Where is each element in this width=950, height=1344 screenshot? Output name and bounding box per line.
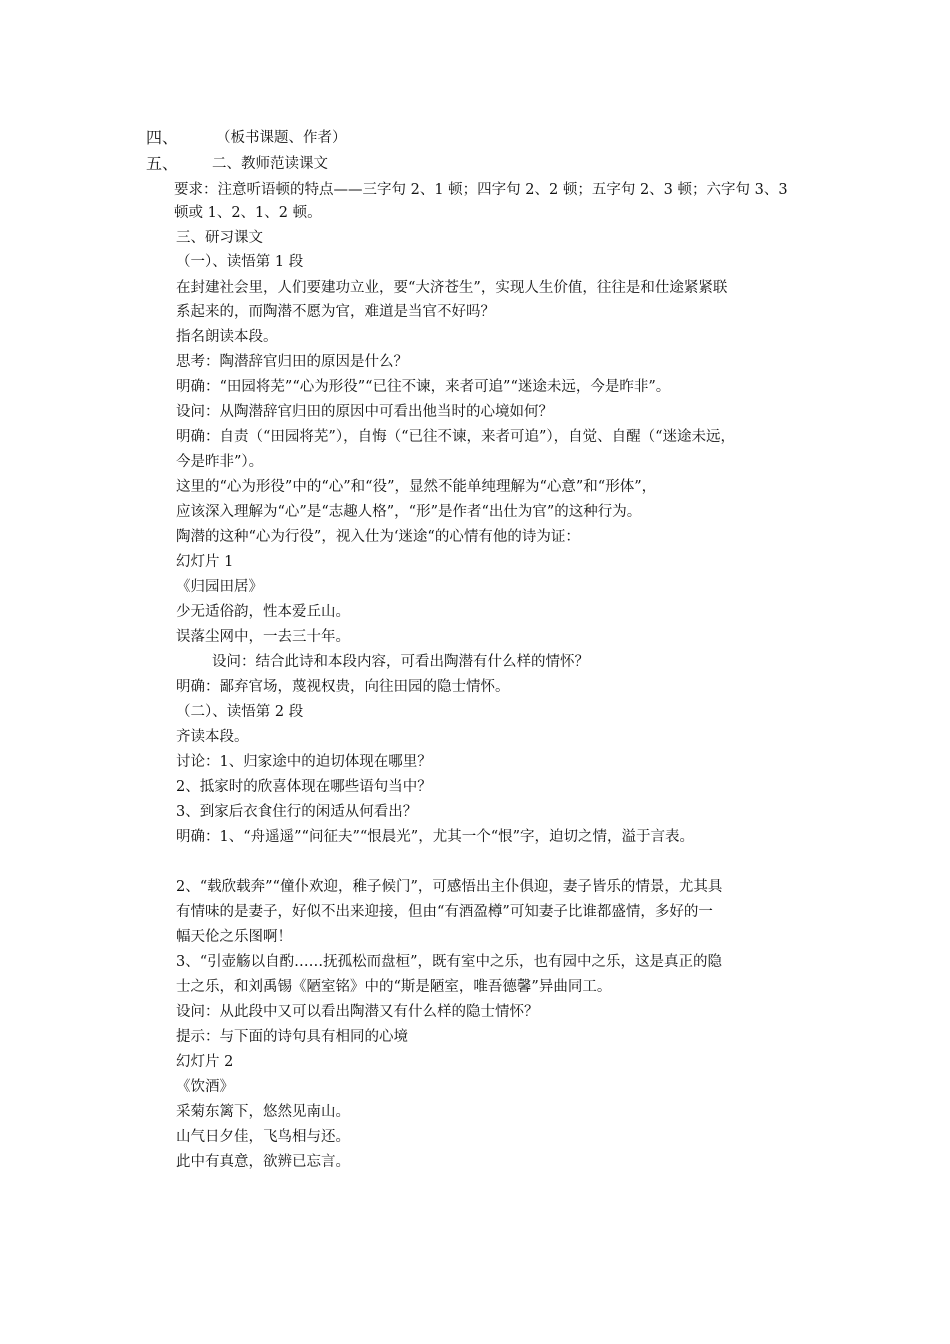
text-line: 在封建社会里，人们要建功立业，要“大济苍生”，实现人生价值，往往是和仕途紧紧联 (176, 280, 728, 296)
poem-title: 《归园田居》 (176, 579, 263, 595)
text-line: 设问：从此段中又可以看出陶潜又有什么样的隐士情怀？ (176, 1004, 539, 1020)
text-line: 这里的“心为形役”中的“心”和“役”，显然不能单纯理解为“心意”和“形体”， (176, 479, 657, 495)
poem-line: 山气日夕佳，飞鸟相与还。 (176, 1129, 350, 1145)
text-line: 设问：从陶潜辞官归田的原因中可看出他当时的心境如何？ (176, 404, 553, 420)
heading-4-text: （板书课题、作者） (216, 130, 347, 146)
text-line: 明确：自责（“田园将芜”），自悔（“已往不谏，来者可追”），自觉、自醒（“迷途未远， (176, 429, 736, 445)
section-heading: 三、研习课文 (176, 230, 263, 246)
text-line: 明确：1、“舟遥遥”“问征夫”“恨晨光”，尤其一个“恨”字，迫切之情，溢于言表。 (176, 829, 695, 845)
text-line: 2、“载欣载奔”“僮仆欢迎，稚子候门”，可感悟出主仆俱迎，妻子皆乐的情景，尤其具 (176, 879, 723, 895)
poem-line: 采菊东篱下，悠然见南山。 (176, 1104, 350, 1120)
text-line: 设问：结合此诗和本段内容，可看出陶潜有什么样的情怀？ (212, 654, 589, 670)
poem-title: 《饮酒》 (176, 1079, 234, 1095)
poem-line: 此中有真意，欲辨已忘言。 (176, 1154, 350, 1170)
text-line: 陶潜的这种“心为行役”，视入仕为‘迷途“的心情有他的诗为证： (176, 529, 580, 545)
text-line: 讨论：1、归家途中的迫切体现在哪里？ (176, 754, 432, 770)
text-line: 系起来的，而陶潜不愿为官，难道是当官不好吗？ (176, 304, 495, 320)
poem-line: 误落尘网中，一去三十年。 (176, 629, 350, 645)
text-line: 3、到家后衣食住行的闲适从何看出？ (176, 804, 418, 820)
text-line: 指名朗读本段。 (176, 329, 278, 345)
text-line: 有情味的是妻子，好似不出来迎接，但由“有酒盈樽”可知妻子比谁都盛情，多好的一 (176, 904, 713, 920)
text-line: 应该深入理解为“心”是“志趣人格”，“形”是作者“出仕为官”的这种行为。 (176, 504, 642, 520)
text-line: 幅天伦之乐图啊！ (176, 929, 292, 945)
text-line: 思考：陶潜辞官归田的原因是什么？ (176, 354, 408, 370)
heading-number-5: 五、 (146, 154, 179, 173)
subsection-heading: （一）、读悟第 1 段 (176, 254, 304, 270)
text-line: 明确：鄙弃官场，蔑视权贵，向往田园的隐士情怀。 (176, 679, 510, 695)
heading-5-text: 二、教师范读课文 (212, 156, 328, 172)
text-line: 今是昨非”）。 (176, 454, 264, 470)
slide-label: 幻灯片 1 (176, 554, 234, 570)
text-line: 2、抵家时的欣喜体现在哪些语句当中？ (176, 779, 432, 795)
text-line: 要求：注意听语顿的特点——三字句 2、1 顿；四字句 2、2 顿；五字句 2、3 顿；六字句 3、3 (174, 182, 788, 198)
poem-line: 少无适俗韵，性本爱丘山。 (176, 604, 350, 620)
text-line: 顿或 1、2、1、2 顿。 (174, 205, 322, 221)
heading-number-4: 四、 (146, 128, 179, 147)
text-line: 3、“引壶觞以自酌……抚孤松而盘桓”，既有室中之乐，也有园中之乐，这是真正的隐 (176, 954, 723, 970)
text-line: 士之乐，和刘禹锡《陋室铭》中的“斯是陋室，唯吾德馨”异曲同工。 (176, 979, 612, 995)
slide-label: 幻灯片 2 (176, 1054, 234, 1070)
text-line: 提示：与下面的诗句具有相同的心境 (176, 1029, 408, 1045)
text-line: 明确：“田园将芜”“心为形役”“已往不谏，来者可追”“迷途未远，今是昨非”。 (176, 379, 671, 395)
subsection-heading: （二）、读悟第 2 段 (176, 704, 304, 720)
text-line: 齐读本段。 (176, 729, 249, 745)
